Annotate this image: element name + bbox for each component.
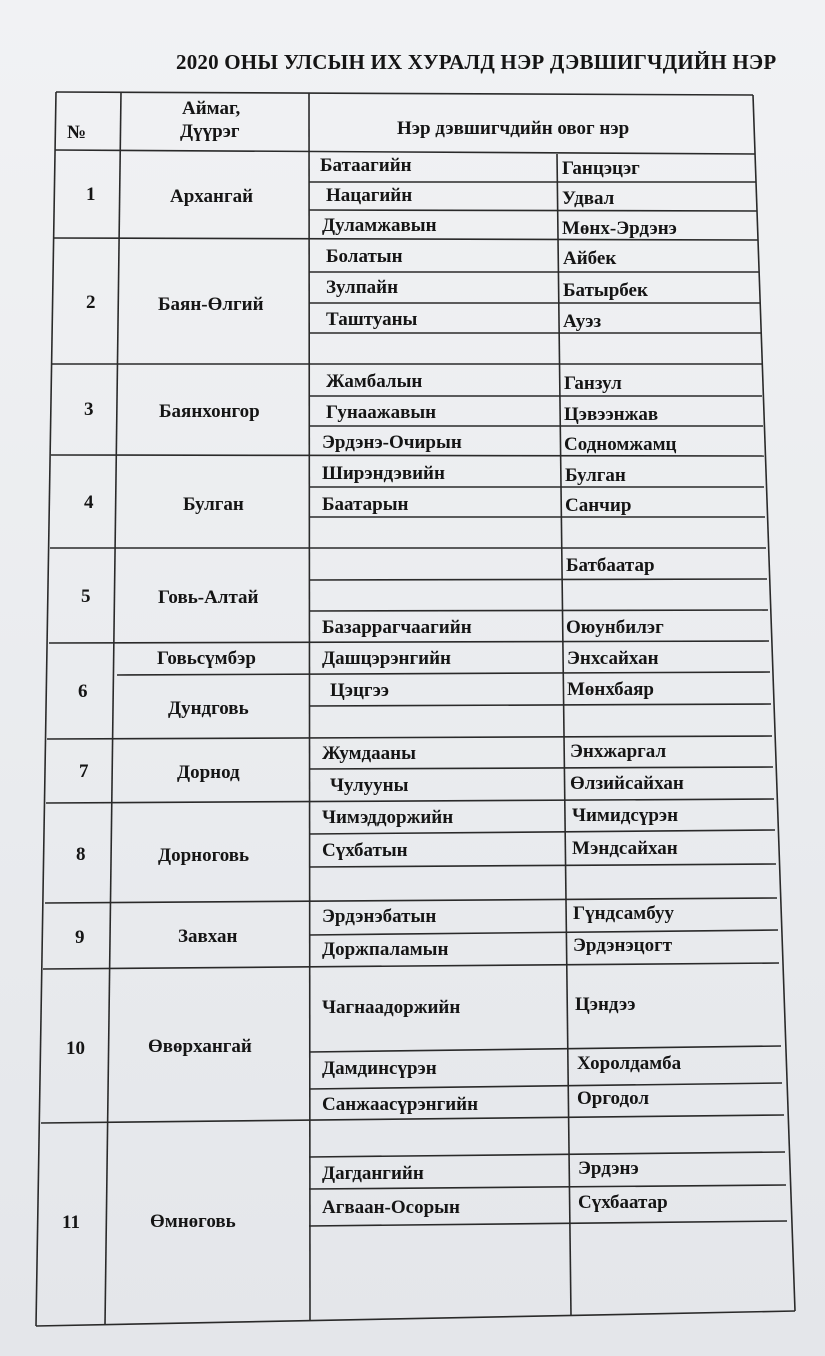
given-name: Гүндсамбуу — [573, 903, 675, 924]
surname: Дашцэрэнгийн — [322, 648, 451, 669]
row-number: 1 — [86, 184, 96, 205]
surname: Чагнаадоржийн — [322, 997, 461, 1018]
surname: Сүхбатын — [322, 840, 408, 861]
surname: Базаррагчаагийн — [322, 617, 472, 638]
surname: Эрдэнэ-Очирын — [322, 432, 462, 453]
given-name: Эрдэнэ — [578, 1158, 639, 1179]
given-name: Ганзул — [564, 373, 622, 394]
given-name: Мэндсайхан — [572, 838, 678, 859]
surname: Дамдинсүрэн — [322, 1058, 437, 1079]
aimag-name: Завхан — [178, 926, 238, 947]
given-name: Цэвээнжав — [564, 404, 659, 425]
given-name: Сүхбаатар — [578, 1192, 668, 1213]
surname: Болатын — [326, 246, 403, 267]
given-name: Ганцэцэг — [562, 158, 640, 179]
given-name: Мөнхбаяр — [567, 679, 655, 700]
surname: Батаагийн — [320, 155, 412, 176]
given-name: Оргодол — [577, 1088, 649, 1109]
surname: Ширэндэвийн — [322, 463, 445, 484]
aimag-name: Баян-Өлгий — [158, 294, 264, 315]
aimag-name-secondary: Дундговь — [168, 698, 249, 719]
row-number: 10 — [66, 1038, 85, 1059]
given-name: Чимидсүрэн — [572, 805, 679, 826]
surname: Цэцгээ — [330, 680, 389, 701]
surname: Жамбалын — [326, 371, 423, 392]
row-number: 8 — [76, 844, 86, 865]
given-name: Оюунбилэг — [566, 617, 664, 638]
row-number: 3 — [84, 399, 94, 420]
given-name: Булган — [565, 465, 626, 486]
row-number: 6 — [78, 681, 88, 702]
aimag-name: Булган — [183, 494, 244, 515]
given-name: Хоролдамба — [577, 1053, 682, 1074]
row-number: 2 — [86, 292, 96, 313]
given-name: Мөнх-Эрдэнэ — [562, 218, 677, 239]
surname: Эрдэнэбатын — [322, 906, 437, 927]
given-name: Санчир — [565, 495, 632, 516]
aimag-name: Архангай — [170, 186, 254, 207]
row-number: 4 — [84, 492, 94, 513]
row-number: 7 — [79, 761, 89, 782]
aimag-name: Дорнод — [177, 762, 240, 783]
given-name: Содномжамц — [564, 434, 677, 455]
aimag-name: Өмнөговь — [150, 1211, 236, 1232]
header-aimag-line2: Дүүрэг — [180, 121, 240, 142]
aimag-name: Баянхонгор — [159, 401, 260, 422]
given-name: Удвал — [562, 188, 615, 209]
surname: Чулууны — [330, 775, 409, 796]
given-name: Батбаатар — [566, 555, 655, 576]
given-name: Эрдэнэцогт — [573, 935, 673, 956]
row-number: 5 — [81, 586, 91, 607]
row-number: 9 — [75, 927, 85, 948]
aimag-name: Өвөрхангай — [148, 1036, 252, 1057]
surname: Чимэддоржийн — [322, 807, 454, 828]
page-title: 2020 ОНЫ УЛСЫН ИХ ХУРАЛД НЭР ДЭВШИГЧДИЙН НЭР — [176, 50, 777, 74]
given-name: Энхжаргал — [570, 741, 667, 762]
given-name: Ауэз — [563, 311, 602, 332]
given-name: Айбек — [563, 248, 617, 269]
aimag-name: Говь-Алтай — [158, 587, 259, 608]
header-aimag-line1: Аймаг, — [182, 98, 241, 119]
given-name: Өлзийсайхан — [570, 773, 684, 794]
surname: Жумдааны — [322, 743, 416, 764]
given-name: Энхсайхан — [567, 648, 659, 669]
surname: Зулпайн — [326, 277, 399, 298]
surname: Доржпаламын — [322, 939, 449, 960]
surname: Дуламжавын — [322, 215, 437, 236]
surname: Гунаажавын — [326, 402, 437, 423]
surname: Агваан-Осорын — [322, 1197, 460, 1218]
row-number: 11 — [62, 1212, 80, 1233]
given-name: Батырбек — [563, 280, 648, 301]
surname: Нацагийн — [326, 185, 413, 206]
aimag-name: Говьсүмбэр — [157, 648, 256, 669]
header-number: № — [67, 122, 87, 143]
surname: Таштуаны — [326, 309, 418, 330]
surname: Санжаасүрэнгийн — [322, 1094, 479, 1115]
surname: Дагдангийн — [322, 1163, 424, 1184]
header-names: Нэр дэвшигчдийн овог нэр — [397, 118, 630, 139]
given-name: Цэндээ — [575, 994, 636, 1015]
surname: Баатарын — [322, 494, 409, 515]
aimag-name: Дорноговь — [158, 845, 250, 866]
